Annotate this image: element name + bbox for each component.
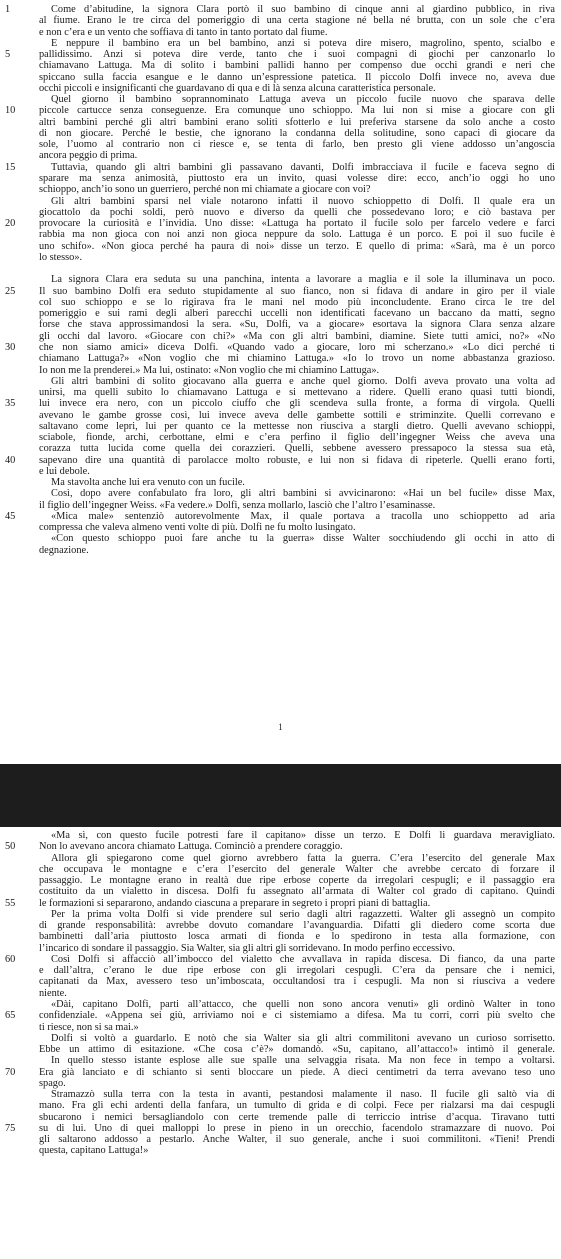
- line-text: bambinetti dall’aria piuttosto losca armati di fionda e lo spedirono in testa alla formazione, con: [39, 931, 555, 943]
- text-line: [0, 466, 561, 477]
- text-line: [0, 252, 561, 263]
- line-text: Gli altri bambini sparsi nel viale notarono infatti il nuovo schioppetto di Dolfi. Il quale era un: [51, 195, 555, 207]
- line-text: sparare ma senza animosità, piuttosto era un invito, quasi volesse dire: ecco, anch’io oggi ho uno: [39, 172, 555, 184]
- page-1-text: [0, 4, 561, 556]
- line-number: 40: [5, 454, 16, 466]
- text-line: [0, 162, 561, 173]
- text-line: [0, 331, 561, 342]
- text-line: [0, 196, 561, 207]
- text-line: [0, 1100, 561, 1111]
- text-line: [0, 117, 561, 128]
- text-line: [0, 353, 561, 364]
- line-text: pallidissimo. Anzi si poteva dire verde, tanto che i suoi compagni di giochi per canzonarlo lo: [39, 49, 555, 61]
- line-text: costituito da un vialetto in discesa. Dolfi fu assegnato all’armata di Walter col grado di capitano. Quindi: [39, 886, 555, 898]
- line-number: 15: [5, 161, 16, 173]
- line-text: corazza tutta lucida come quella dei corazzieri. Quelli, sebbene avessero pressapoco la stessa sua età,: [39, 443, 555, 455]
- text-line: [0, 477, 561, 488]
- text-line: [0, 511, 561, 522]
- text-line: [0, 432, 561, 443]
- line-text: Ma stavolta anche lui era venuto con un fucile.: [51, 477, 245, 489]
- line-text: saltavano come lepri, lui per quanto ce la mettesse non riusciva a stargli dietro. Quelli avevano schioppi,: [39, 420, 555, 432]
- line-number: 65: [5, 1010, 16, 1022]
- line-text: lo stesso».: [39, 251, 83, 263]
- line-text: di grande responsabilità: avrebbe dovuto comandare l’avanguardia. Difatti gli diedero come scorta due: [39, 920, 555, 932]
- text-line: [0, 38, 561, 49]
- line-number: 60: [5, 953, 16, 965]
- text-line: [0, 387, 561, 398]
- line-text: Come d’abitudine, la signora Clara portò il suo bambino di cinque anni al giardino pubblico, in riva: [51, 4, 555, 15]
- line-text: l’incarico di sondare il passaggio. Sia Walter, sia gli altri gli sorridevano. In modo perfino eccessivo.: [39, 942, 455, 954]
- line-text: uno schifo». «Non gioca perché ha paura di noi» disse un terzo. E quello di prima: «Sarà, ma è un porco: [39, 240, 555, 252]
- text-line: [0, 443, 561, 454]
- text-line: [0, 1022, 561, 1033]
- text-line: [0, 128, 561, 139]
- text-line: [0, 920, 561, 931]
- line-text: unirsi, ma quelli subito lo chiamavano Lattuga e si mettevano a ridere. Quelli erano quasi tutti biondi,: [39, 387, 555, 399]
- text-line: [0, 864, 561, 875]
- line-text: e non c’era e un vento che soffiava di tanto in tanto portato dal fiume.: [39, 26, 328, 38]
- line-number: 45: [5, 510, 16, 522]
- line-text: su di lui. Uno di quei malloppi lo prese in pieno in un orecchio, facendolo stramazzare di nuovo. Poi: [39, 1122, 555, 1134]
- line-text: ti riesce, non si sa mai.»: [39, 1021, 139, 1033]
- line-text: giocattolo da pochi soldi, però nuovo e diverso da quelli che possedevano loro; e ciò bastava per: [39, 206, 555, 218]
- text-line: [0, 875, 561, 886]
- text-line: [0, 830, 561, 841]
- text-line: [0, 83, 561, 94]
- text-line: [0, 488, 561, 499]
- text-line: [0, 1112, 561, 1123]
- line-text: passaggio. Le montagne erano in realtà due ripe erbose coperte da irregolari cespugli; e il passaggio era: [39, 875, 555, 887]
- line-text: e dall’altra, c’erano le due ripe erbose con gli irregolari cespugli. C’era da pensare che i nemici,: [39, 965, 555, 977]
- line-text: Per la prima volta Dolfi si vide prendere sul serio dagli altri ragazzetti. Walter gli assegnò un compito: [51, 908, 555, 920]
- line-text: il figlio dell’ingegner Weiss. «Fa vedere.» Dolfi, senza mollarlo, lasciò che l’altro l’esaminasse.: [39, 499, 436, 511]
- text-line: [0, 1055, 561, 1066]
- text-line: [0, 965, 561, 976]
- line-text: di non giocare. Perché le bestie, che ignorano la condanna della solitudine, sono capaci di giocare da: [39, 127, 555, 139]
- line-text: «Ma sì, con questo fucile potresti fare il capitano» disse un terzo. E Dolfi li guardava meravigliato.: [51, 830, 555, 841]
- line-text: schioppo, anch’io sono un guerriero, perché non mi chiamate a giocare con voi?: [39, 184, 371, 196]
- text-line: [0, 94, 561, 105]
- text-line: [0, 286, 561, 297]
- page-2-text: [0, 830, 561, 1157]
- line-text: sciabole, fionde, archi, cerbottane, elmi e c’era perfino il figlio dell’ingegner Weiss che aveva una: [39, 432, 555, 444]
- text-line: [0, 105, 561, 116]
- line-text: Ebbe un attimo di esitazione. «Che cosa c’è?» domandò. «Su, capitano, all’attacco!» intimò il generale.: [39, 1044, 555, 1056]
- line-text: E neppure il bambino era un bel bambino, anzi si poteva dire misero, magrolino, spento, scialbo e: [51, 37, 555, 49]
- text-line: [0, 207, 561, 218]
- text-line: [0, 853, 561, 864]
- line-number: 55: [5, 897, 16, 909]
- line-text: compressa che valeva almeno venti volte di più. Dolfi ne fu molto lusingato.: [39, 522, 356, 534]
- line-number: 70: [5, 1066, 16, 1078]
- line-text: Tuttavia, quando gli altri bambini gli passavano davanti, Dolfi imbracciava il fucile e faceva segno di: [51, 161, 555, 173]
- text-line: [0, 943, 561, 954]
- line-text: chiamano Lattuga?» «Non voglio che mi chiamino Lattuga.» «Io lo trovo un nome abbastanza grazioso.: [39, 353, 555, 365]
- line-text: lui invece era nero, con un piccolo ciuffo che gli scendeva sulla fronte, a forma di virgola. Quelli: [39, 398, 555, 410]
- line-text: Io non me la prenderei.» Ma lui, ostinato: «Non voglio che mi chiamino Lattuga».: [39, 364, 380, 376]
- line-text: Quel giorno il bambino soprannominato Lattuga aveva un piccolo fucile nuovo che sparava delle: [51, 94, 555, 106]
- line-text: occhi piccoli e insignificanti che guardavano di qua e di là senza alcuna caratteristica personale.: [39, 82, 436, 94]
- text-line: [0, 184, 561, 195]
- line-text: che non siamo amici» diceva Dolfi. «Quando vado a giocare, loro mi scherzano.» «Lo dici perché ti: [39, 341, 555, 353]
- line-text: al fiume. Erano le tre circa del pomeriggio di una certa stagione né bella né brutta, con un sole che c’era: [39, 15, 555, 27]
- line-text: Il suo bambino Dolfi era seduto stupidamente al suo fianco, non si fidava di andare in giro per il viale: [39, 285, 555, 297]
- line-number: 5: [5, 49, 11, 61]
- text-line: [0, 1078, 561, 1089]
- text-line: [0, 274, 561, 285]
- line-text: spiccano sulla faccia esangue e le danno un’espressione patetica. Il piccolo Dolfi invece no, aveva due: [39, 71, 555, 83]
- line-text: niente.: [39, 987, 67, 999]
- text-line: [0, 1033, 561, 1044]
- line-number: 25: [5, 285, 16, 297]
- line-number: 30: [5, 341, 16, 353]
- line-number: 10: [5, 105, 16, 117]
- line-text: spago.: [39, 1077, 66, 1089]
- text-line: [0, 218, 561, 229]
- text-line: [0, 954, 561, 965]
- text-line: [0, 931, 561, 942]
- text-line: [0, 15, 561, 26]
- line-text: «Con questo schioppo puoi fare anche tu la guerra» disse Walter socchiudendo gli occhi in atto di: [51, 533, 555, 545]
- line-text: forse che stava approssimandosi la sera. «Su, Dolfi, va a giocare» esortava la signora Clara senza alzare: [39, 319, 555, 331]
- line-text: mano. Fra gli echi ardenti della fanfara, un tumulto di grida e di colpi. Fece per rialzarsi ma dai cespugli: [39, 1100, 555, 1112]
- line-text: pomeriggio e sui rami degli alberi parecchi uccelli non identificati facevano un baccano da matti, segno: [39, 308, 555, 320]
- line-text: provocare la curiosità e l’invidia. Uno disse: «Lattuga ha portato il fucile solo per farcelo vedere e farci: [39, 218, 555, 230]
- text-line: [0, 545, 561, 556]
- text-line: [0, 1145, 561, 1156]
- line-text: altri bambini perché gli altri bambini erano soliti sfotterlo e lui preferiva starsene da solo anche a costo: [39, 116, 555, 128]
- line-text: Gli altri bambini di solito giocavano alla guerra e anche quel giorno. Dolfi aveva provato una volta ad: [51, 375, 555, 387]
- text-line: [0, 4, 561, 15]
- text-line: [0, 1123, 561, 1134]
- text-line: [0, 308, 561, 319]
- line-text: Così Dolfi si affacciò all’imbocco del vialetto che avvallava in rapida discesa. Di fianco, da una parte: [51, 953, 555, 965]
- line-text: «Dài, capitano Dolfi, parti all’attacco, che quelli non sono ancora venuti» gli ordinò Walter in tono: [51, 998, 555, 1010]
- line-text: le formazioni si separarono, andando ciascuna a preparare in segreto i propri piani di battaglia.: [39, 897, 431, 909]
- line-text: questa, capitano Lattuga!»: [39, 1145, 149, 1157]
- text-line: [0, 241, 561, 252]
- line-text: sapevano dire una quantità di parolacce molto robuste, e lui non si fidava di ripeterle. Quelli erano forti,: [39, 454, 555, 466]
- text-line: [0, 898, 561, 909]
- text-line: [0, 60, 561, 71]
- line-text: col suo schioppo e se lo rigirava fra le mani nel modo più inconcludente. Erano circa le tre del: [39, 296, 555, 308]
- text-line: [0, 1044, 561, 1055]
- line-text: e lui debole.: [39, 465, 90, 477]
- line-text: capitanati da Max, avessero teso un’imboscata, occultandosi tra i cespugli. Ma non si riusciva a vedere: [39, 976, 555, 988]
- line-text: piccole cartucce senza conseguenze. Era comunque uno schioppo. Ma lui non si mise a giocare con gli: [39, 105, 555, 117]
- line-number: 50: [5, 841, 16, 853]
- text-line: [0, 533, 561, 544]
- line-text: chiamavano Lattuga. Ma di solito i bambini pallidi hanno per compenso due occhi grandi e neri che: [39, 60, 555, 72]
- line-text: degnazione.: [39, 544, 89, 556]
- line-number: 75: [5, 1122, 16, 1134]
- text-line: [0, 173, 561, 184]
- text-line: [0, 976, 561, 987]
- line-text: In quello stesso istante esplose alle sue spalle una selvaggia risata. Ma non fece in tempo a voltarsi.: [51, 1055, 555, 1067]
- text-line: [0, 1010, 561, 1021]
- line-text: che occupava le montagne e c’era l’esercito del generale Walter che avrebbe cercato di forzare il: [39, 863, 555, 875]
- text-line: [0, 1089, 561, 1100]
- text-line: [0, 999, 561, 1010]
- text-line: [0, 988, 561, 999]
- line-number: 20: [5, 218, 16, 230]
- line-number: 35: [5, 398, 16, 410]
- line-text: «Mica male» sentenziò autorevolmente Max, il quale portava a tracolla uno schioppetto ad aria: [51, 510, 555, 522]
- text-line: [0, 410, 561, 421]
- line-text: sbucarono i nemici bersagliandolo con certe tremende palle di terriccio intrise d’acqua. Tiravano tutti: [39, 1111, 555, 1123]
- line-text: sole, l’uomo al contrario non ci riesce e, se tenta di farlo, ben presto gli viene addosso un’angoscia: [39, 139, 555, 151]
- text-line: [0, 500, 561, 511]
- line-text: rabbia ma non gioca con noi anzi non gioca neppure da solo. Lattuga è un porco. E poi il suo fucile è: [39, 229, 555, 241]
- text-line: [0, 139, 561, 150]
- line-text: Era già lanciato e di schianto si sentì bloccare un piede. A dieci centimetri da terra avevano teso uno: [39, 1066, 555, 1078]
- line-text: Così, dopo avere confabulato fra loro, gli altri bambini si avvicinarono: «Hai un bel fucile» disse Max,: [51, 488, 555, 500]
- text-line: [0, 49, 561, 60]
- line-text: ancora peggio di prima.: [39, 150, 138, 162]
- line-text: Stramazzò sulla terra con la testa in avanti, pestandosi malamente il naso. Il fucile gli saltò via di: [51, 1089, 555, 1101]
- line-text: avevano le gambe grosse così, lui invece aveva delle gambette sottili e striminzite. Quelli correvano e: [39, 409, 555, 421]
- text-line: [0, 27, 561, 38]
- line-text: Non lo avevano ancora chiamato Lattuga. Cominciò a prendere coraggio.: [39, 841, 343, 853]
- text-line: [0, 297, 561, 308]
- line-number: 1: [5, 4, 11, 15]
- text-line: [0, 841, 561, 852]
- line-text: gli saltarono addosso a pestarlo. Anche Walter, il suo generale, anche i suoi commilitoni. «Tieni! Prendi: [39, 1134, 555, 1146]
- text-line: [0, 909, 561, 920]
- text-line: [0, 365, 561, 376]
- text-line: [0, 398, 561, 409]
- text-line: [0, 229, 561, 240]
- line-text: gli occhi dal lavoro. «Giocare con chi?» «Ma con gli altri bambini, diamine. Siete tutti amici, no?» «No: [39, 330, 555, 342]
- text-line: [0, 421, 561, 432]
- text-line: [0, 342, 561, 353]
- text-line: [0, 319, 561, 330]
- text-line: [0, 455, 561, 466]
- text-line: [0, 1134, 561, 1145]
- text-line: [0, 1067, 561, 1078]
- text-line: [0, 150, 561, 161]
- text-line: [0, 886, 561, 897]
- line-text: Allora gli spiegarono come quel giorno avrebbero fatta la guerra. C’era l’esercito del generale Max: [51, 852, 555, 864]
- line-text: confidenziale. «Appena sei giù, arriviamo noi e ci sistemiamo a difesa. Ma tu corri, corri più svelto che: [39, 1010, 555, 1022]
- page-number: 1: [278, 722, 283, 732]
- page-2: [0, 827, 561, 1259]
- text-line: [0, 522, 561, 533]
- line-text: La signora Clara era seduta su una panchina, intenta a lavorare a maglia e il sole la illuminava un poco.: [51, 274, 555, 286]
- line-text: Dolfi si voltò a guardarlo. E notò che sia Walter sia gli altri commilitoni avevano un curioso sorrisetto.: [51, 1032, 555, 1044]
- text-line: [0, 376, 561, 387]
- text-line: [0, 72, 561, 83]
